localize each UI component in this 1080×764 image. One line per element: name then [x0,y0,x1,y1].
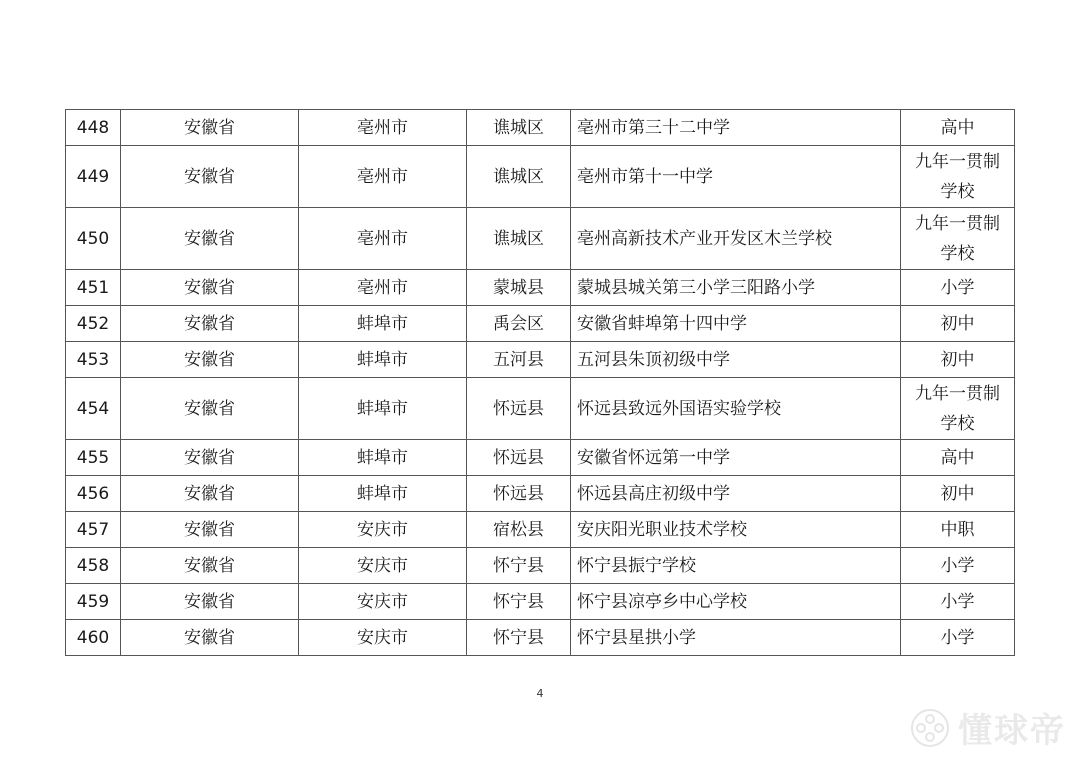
district-cell: 禹会区 [467,306,571,342]
table-row [66,306,1015,342]
school-level-text: 九年一贯制学校 [915,383,1000,434]
school-name-cell: 安徽省怀远第一中学 [571,440,901,476]
province-cell: 安徽省 [121,146,299,208]
district-cell: 谯城区 [467,146,571,208]
city-cell: 亳州市 [299,208,467,270]
district-cell: 怀宁县 [467,548,571,584]
school-level-text: 小学 [940,627,975,648]
school-level-cell [901,146,1015,208]
city-cell: 亳州市 [299,110,467,146]
district-cell: 谯城区 [467,110,571,146]
row-number-cell: 456 [66,476,121,512]
district-cell: 宿松县 [467,512,571,548]
school-level-text: 初中 [940,349,975,370]
school-level-cell [901,306,1015,342]
city-cell: 蚌埠市 [299,378,467,440]
row-number-cell: 451 [66,270,121,306]
province-cell: 安徽省 [121,584,299,620]
city-cell: 安庆市 [299,620,467,656]
school-name-cell: 怀宁县星拱小学 [571,620,901,656]
row-number-cell: 453 [66,342,121,378]
watermark [908,703,1066,752]
row-number-cell: 455 [66,440,121,476]
school-level-text: 九年一贯制学校 [915,213,1000,264]
province-cell: 安徽省 [121,440,299,476]
table-row [66,548,1015,584]
school-name-cell: 安庆阳光职业技术学校 [571,512,901,548]
table-row [66,620,1015,656]
school-level-text: 高中 [940,117,975,138]
city-cell: 蚌埠市 [299,306,467,342]
table-row [66,146,1015,208]
row-number-cell: 448 [66,110,121,146]
district-cell: 怀远县 [467,378,571,440]
province-cell: 安徽省 [121,620,299,656]
school-level-cell [901,620,1015,656]
school-name-cell: 怀远县高庄初级中学 [571,476,901,512]
school-name-cell: 亳州市第十一中学 [571,146,901,208]
table-row [66,476,1015,512]
province-cell: 安徽省 [121,476,299,512]
school-name-cell: 亳州高新技术产业开发区木兰学校 [571,208,901,270]
district-cell: 怀宁县 [467,584,571,620]
city-cell: 蚌埠市 [299,342,467,378]
table-row [66,512,1015,548]
city-cell: 安庆市 [299,548,467,584]
row-number-cell: 452 [66,306,121,342]
school-name-cell: 怀宁县凉亭乡中心学校 [571,584,901,620]
table-row [66,440,1015,476]
school-list-table [65,109,1015,656]
school-name-cell: 怀宁县振宁学校 [571,548,901,584]
table-body [66,110,1015,656]
row-number-cell: 460 [66,620,121,656]
school-level-cell [901,512,1015,548]
school-name-cell: 安徽省蚌埠第十四中学 [571,306,901,342]
table-row [66,208,1015,270]
district-cell: 五河县 [467,342,571,378]
row-number-cell: 450 [66,208,121,270]
school-name-cell: 怀远县致远外国语实验学校 [571,378,901,440]
row-number-cell: 458 [66,548,121,584]
table-row [66,342,1015,378]
school-name-cell: 五河县朱顶初级中学 [571,342,901,378]
table-row [66,584,1015,620]
school-level-cell [901,110,1015,146]
school-level-cell [901,476,1015,512]
school-level-cell [901,270,1015,306]
city-cell: 亳州市 [299,146,467,208]
district-cell: 蒙城县 [467,270,571,306]
province-cell: 安徽省 [121,208,299,270]
city-cell: 安庆市 [299,512,467,548]
city-cell: 安庆市 [299,584,467,620]
row-number-cell: 449 [66,146,121,208]
school-level-cell [901,584,1015,620]
school-level-text: 九年一贯制学校 [915,151,1000,202]
province-cell: 安徽省 [121,378,299,440]
school-level-text: 小学 [940,277,975,298]
table-row [66,378,1015,440]
row-number-cell: 454 [66,378,121,440]
school-level-text: 中职 [940,519,975,540]
district-cell: 谯城区 [467,208,571,270]
school-name-cell: 蒙城县城关第三小学三阳路小学 [571,270,901,306]
province-cell: 安徽省 [121,342,299,378]
school-level-cell [901,548,1015,584]
city-cell: 蚌埠市 [299,440,467,476]
page-number: 4 [536,687,544,700]
province-cell: 安徽省 [121,512,299,548]
province-cell: 安徽省 [121,548,299,584]
row-number-cell: 457 [66,512,121,548]
district-cell: 怀远县 [467,440,571,476]
school-level-text: 初中 [940,483,975,504]
province-cell: 安徽省 [121,306,299,342]
school-level-text: 初中 [940,313,975,334]
school-name-cell: 亳州市第三十二中学 [571,110,901,146]
district-cell: 怀宁县 [467,620,571,656]
city-cell: 蚌埠市 [299,476,467,512]
school-level-text: 小学 [940,591,975,612]
school-level-cell [901,342,1015,378]
watermark-text: 懂球帝 [958,711,1066,751]
province-cell: 安徽省 [121,270,299,306]
school-level-text: 高中 [940,447,975,468]
school-level-cell [901,208,1015,270]
city-cell: 亳州市 [299,270,467,306]
school-level-cell [901,440,1015,476]
watermark-logo-icon [908,706,952,750]
province-cell: 安徽省 [121,110,299,146]
district-cell: 怀远县 [467,476,571,512]
school-level-text: 小学 [940,555,975,576]
table-row [66,270,1015,306]
table-row [66,110,1015,146]
school-level-cell [901,378,1015,440]
row-number-cell: 459 [66,584,121,620]
